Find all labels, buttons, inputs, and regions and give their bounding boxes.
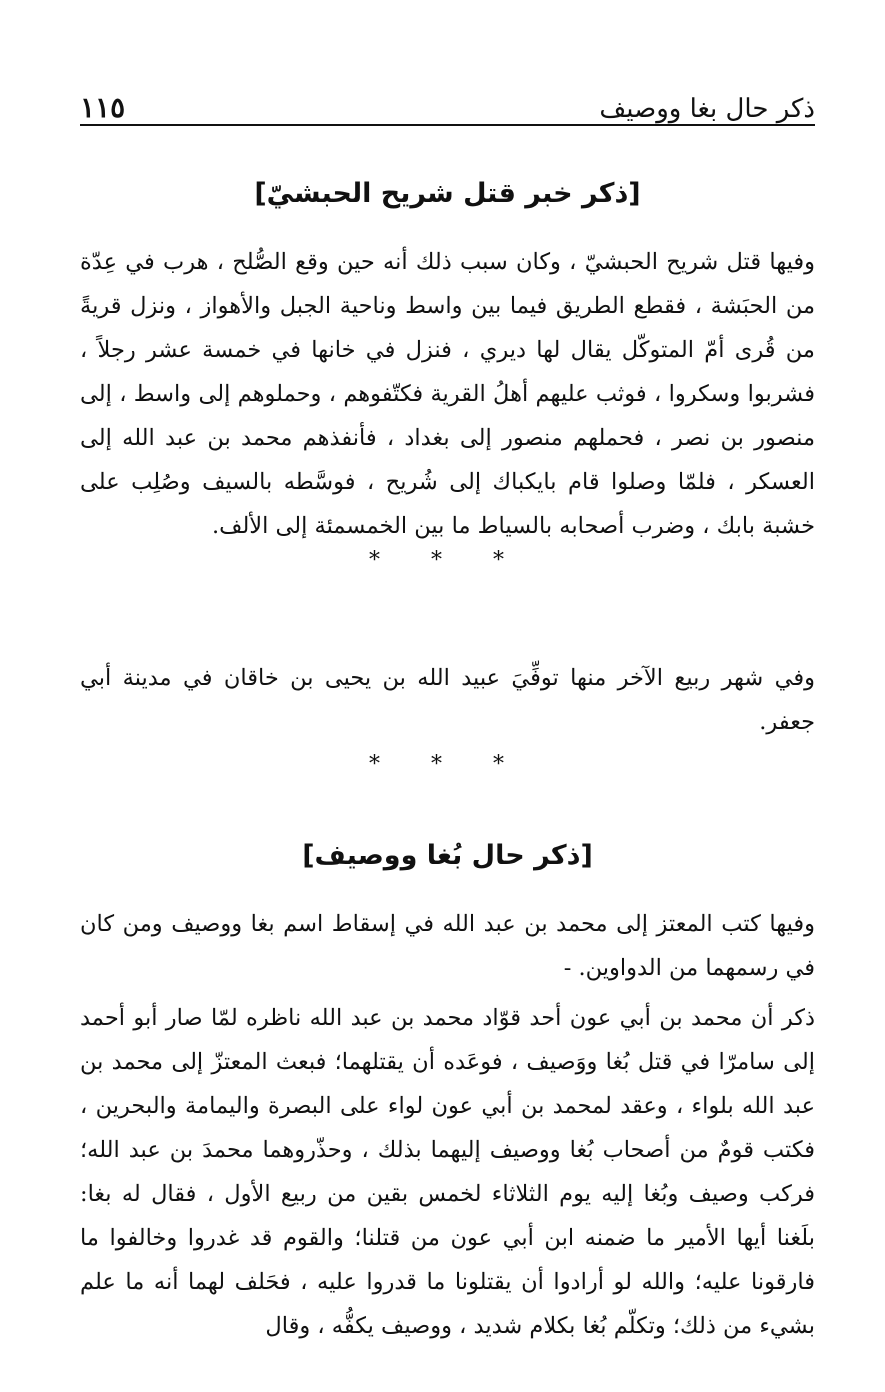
running-title: ذكر حال بغا ووصيف: [599, 94, 815, 124]
section-divider: * * *: [369, 548, 526, 573]
paragraph-mutazz-letter: وفيها كتب المعتز إلى محمد بن عبد الله في إسقاط اسم بغا ووصيف ومن كان في رسمهما من الدواوين. -: [80, 911, 815, 981]
page-number: ١١٥: [80, 91, 126, 124]
paragraph-ibn-abi-awn: ذكر أن محمد بن أبي عون أحد قوّاد محمد بن عبد الله ناظره لمّا صار أبو أحمد إلى سامرّا في قتل بُغا ووَصيف ، فوعَده أن يقتلهما؛ فبعث المعتزّ إلى محمد بن عبد الله بلواء ، وعقد لمحمد بن أبي عون لواء على البصرة واليمامة والبحرين ، فكتب قومٌ من أصحاب بُغا ووصيف إليهما بذلك ، وحذّروهما محمدَ بن عبد الله؛ فركب وصيف وبُغا إليه يوم الثلاثاء لخمس بقين من ربيع الأول ، فقال له بغا: بلَغنا أيها الأمير ما ضمنه ابن أبي عون من قتلنا؛ والقوم قد غدروا وخالفوا ما فارقونا عليه؛ والله لو أرادوا أن يقتلونا ما قدروا عليه ، فحَلف لهما أنه ما علم بشيء من ذلك؛ وتكلّم بُغا بكلام شديد ، ووصيف يكفُّه ، وقال: [80, 1005, 815, 1339]
header-rule: [80, 124, 815, 126]
section-divider: * * *: [369, 752, 526, 777]
paragraph-shurayh: وفيها قتل شريح الحبشيّ ، وكان سبب ذلك أنه حين وقع الصُّلح ، هرب في عِدّة من الحبَشة ، فقطع الطريق فيما بين واسط وناحية الجبل والأهواز ، ونزل قريةً من قُرى أمّ المتوكّل يقال لها ديري ، فنزل في خانها في خمسة عشر رجلاً ، فشربوا وسكروا ، فوثب عليهم أهلُ القرية فكتّفوهم ، وحملوهم إلى واسط ، إلى منصور بن نصر ، فحملهم منصور إلى بغداد ، فأنفذهم محمد بن عبد الله إلى العسكر ، فلمّا وصلوا قام بايكباك إلى شُريح ، فوسَّطه بالسيف وصُلِب على خشبة بابك ، وضرب أصحابه بالسياط ما بين الخمسمئة إلى الألف.: [80, 249, 815, 539]
paragraph-ubaydallah: وفي شهر ربيع الآخر منها توفِّيَ عبيد الله بن يحيى بن خاقان في مدينة أبي جعفر.: [80, 665, 815, 735]
page-header: [80, 84, 815, 124]
section-heading-shurayh: [ذكر خبر قتل شريح الحبشيّ]: [254, 178, 641, 209]
section-heading-bugha-wasif: [ذكر حال بُغا ووصيف]: [302, 840, 593, 871]
